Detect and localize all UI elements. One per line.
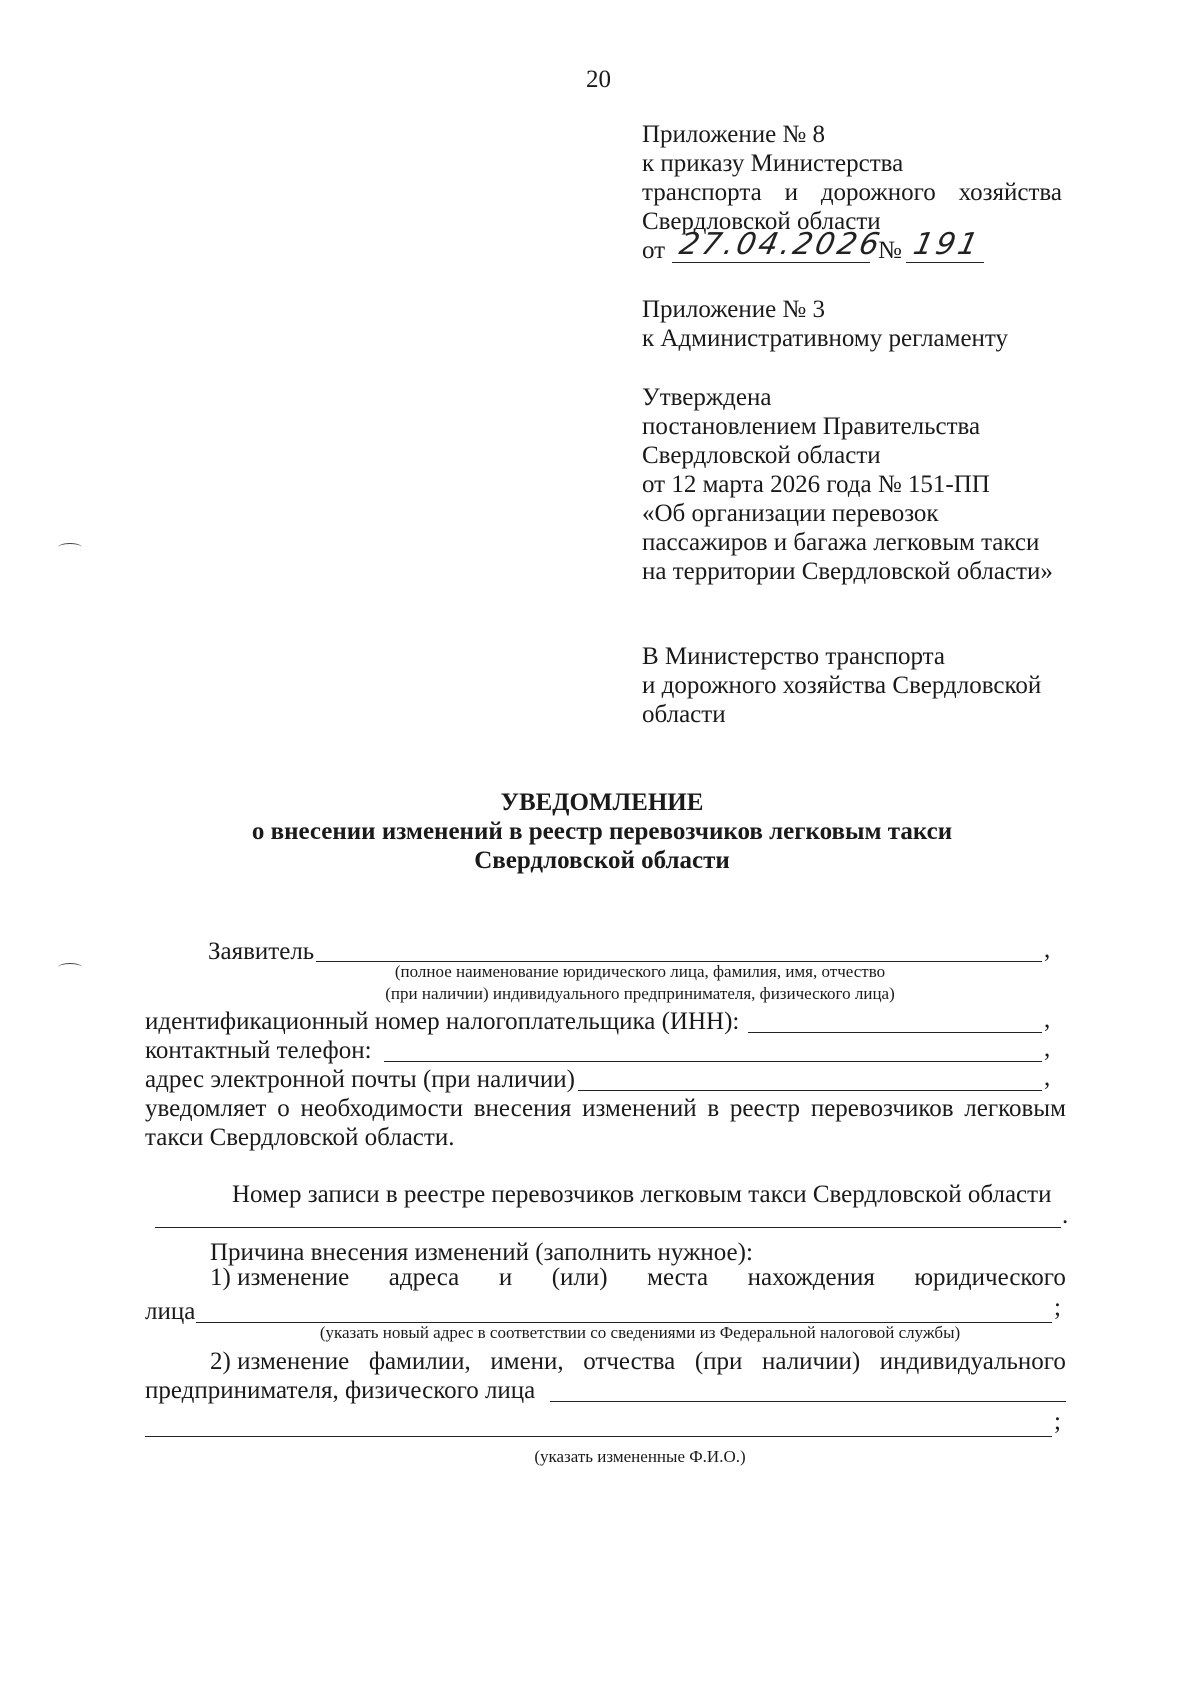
document-subtitle-region: Свердловской области (474, 847, 730, 874)
appendix3-line2: к Административному регламенту (642, 325, 1009, 352)
inn-label: идентификационный номер налогоплательщика (ИНН): (145, 1008, 740, 1035)
document-subtitle: о внесении изменений в реестр перевозчиков легковым такси (251, 818, 953, 845)
approved-line: пассажиров и багажа легковым такси (642, 529, 1040, 556)
number-underline (906, 262, 984, 263)
new-address-hint: (указать новый адрес в соответствии со сведениями из Федеральной налоговой службы) (319, 1323, 961, 1342)
word: внесения (473, 1095, 572, 1122)
new-name-hint: (указать измененные Ф.И.О.) (534, 1447, 746, 1466)
approved-line: Утверждена (642, 384, 772, 411)
reason2-semicolon: ; (1054, 1408, 1061, 1435)
applicant-label: Заявитель (208, 938, 315, 965)
word: юридического (914, 1264, 1066, 1291)
reason2-line2: предпринимателя, физического лица (145, 1377, 536, 1404)
word: адреса (388, 1264, 460, 1291)
word: нахождения (747, 1264, 875, 1291)
new-name-field[interactable] (550, 1401, 1066, 1402)
number-prefix: № (878, 237, 902, 264)
inn-field[interactable] (748, 1032, 1042, 1033)
approved-line: на территории Свердловской области» (642, 558, 1053, 585)
notifies-line1 (145, 1093, 1066, 1125)
applicant-comma: , (1044, 936, 1051, 963)
word: (при (694, 1348, 743, 1375)
addressee-line: В Министерство транспорта (642, 643, 945, 670)
appendix8-line4: Свердловской области (642, 208, 881, 235)
appendix8-line1: Приложение № 8 (642, 121, 826, 148)
word: и (498, 1264, 513, 1291)
word: дорожного (820, 179, 936, 206)
handwritten-date: 27.04.2026 (676, 227, 886, 262)
email-label: адрес электронной почты (при наличии) (145, 1066, 575, 1093)
addressee-line: и дорожного хозяйства Свердловской (642, 672, 1042, 699)
word: в (707, 1095, 720, 1122)
word: транспорта (642, 179, 762, 206)
reason-label: Причина внесения изменений (заполнить нужное): (210, 1239, 753, 1266)
date-underline (672, 262, 870, 263)
word: необходимости (300, 1095, 463, 1122)
notifies-line2: такси Свердловской области. (145, 1124, 455, 1151)
reason1-semicolon: ; (1054, 1294, 1061, 1321)
reason1-line2: лица (145, 1298, 196, 1325)
phone-label: контактный телефон: (145, 1037, 372, 1064)
phone-field[interactable] (384, 1061, 1042, 1062)
approved-line: «Об организации перевозок (642, 500, 939, 527)
word: имени, (490, 1348, 564, 1375)
page-number: 20 (586, 66, 611, 93)
applicant-hint: (полное наименование юридического лица, фамилия, имя, отчество (394, 962, 886, 981)
addressee-line: области (642, 701, 726, 728)
record-number-field[interactable] (155, 1227, 1061, 1228)
word: о (277, 1095, 290, 1122)
reason2-line1 (210, 1346, 1066, 1378)
date-prefix: от (642, 237, 666, 264)
email-field[interactable] (578, 1090, 1042, 1091)
applicant-hint: (при наличии) индивидуального предпринимателя, физического лица) (385, 984, 895, 1003)
word: (или) (551, 1264, 608, 1291)
handwritten-number: 191 (910, 227, 984, 262)
word: хозяйства (958, 179, 1062, 206)
email-comma: , (1044, 1064, 1051, 1091)
word: индивидуального (879, 1348, 1066, 1375)
reason1-line1 (210, 1262, 1066, 1294)
approved-line: Свердловской области (642, 442, 881, 469)
inn-comma: , (1044, 1006, 1051, 1033)
word: 1) изменение (210, 1264, 350, 1291)
word: реестр (729, 1095, 801, 1122)
word: изменений (582, 1095, 697, 1122)
new-name-field-line2[interactable] (145, 1436, 1052, 1437)
word: уведомляет (145, 1095, 267, 1122)
appendix3-line1: Приложение № 3 (642, 296, 826, 323)
word: и (784, 179, 798, 206)
approved-line: постановлением Правительства (642, 413, 981, 440)
scan-mark (58, 963, 82, 972)
word: места (647, 1264, 709, 1291)
phone-comma: , (1044, 1035, 1051, 1062)
word: отчества (583, 1348, 676, 1375)
word: наличии) (762, 1348, 861, 1375)
word: легковым (964, 1095, 1066, 1122)
appendix8-line3 (642, 177, 1062, 209)
appendix8-line2: к приказу Министерства (642, 150, 904, 177)
word: перевозчиков (810, 1095, 954, 1122)
word: фамилии, (368, 1348, 471, 1375)
record-number-label: Номер записи в реестре перевозчиков легковым такси Свердловской области (232, 1181, 1052, 1208)
scan-mark (58, 543, 82, 552)
document-title: УВЕДОМЛЕНИЕ (500, 789, 704, 816)
approved-line: от 12 марта 2026 года № 151-ПП (642, 471, 990, 498)
record-period: . (1062, 1202, 1069, 1229)
word: 2) изменение (210, 1348, 350, 1375)
